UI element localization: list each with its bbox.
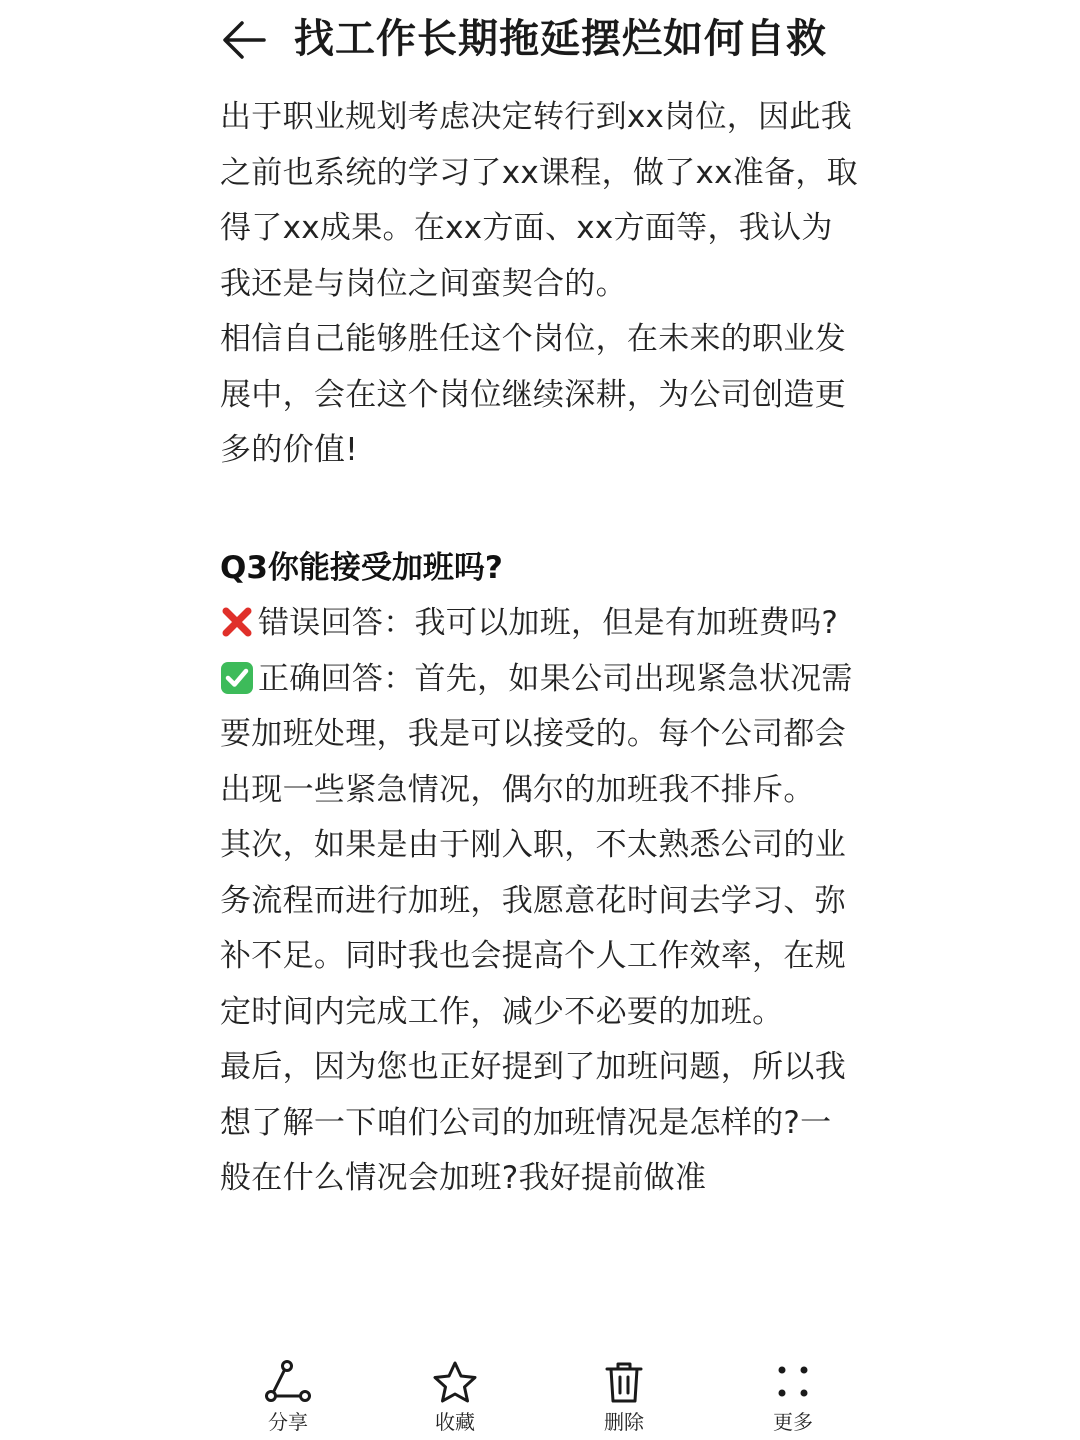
dots-icon [768, 1360, 818, 1404]
favorite-button[interactable] [395, 1360, 515, 1440]
more-button[interactable] [733, 1360, 853, 1440]
paragraph-confidence: 相信自己能够胜任这个岗位，在未来的职业发展中，会在这个岗位继续深耕，为公司创造更多的价值! [220, 321, 846, 468]
delete-label: 删除 [604, 1410, 644, 1434]
right-answer-text: 正确回答：首先，如果公司出现紧急状况需要加班处理，我是可以接受的。每个公司都会出现一些紧急情况，偶尔的加班我不排斥。 [220, 660, 853, 808]
paragraph-career-switch: 出于职业规划考虑决定转行到xx岗位，因此我之前也系统的学习了xx课程，做了xx准备，取得了xx成果。在xx方面、xx方面等，我认为我还是与岗位之间蛮契合的。 [220, 99, 858, 302]
share-label: 分享 [268, 1410, 308, 1434]
more-label: 更多 [773, 1410, 813, 1434]
right-answer-paragraph [220, 652, 860, 819]
favorite-label: 收藏 [435, 1410, 475, 1434]
wrong-answer-paragraph [220, 596, 860, 652]
bottom-toolbar [0, 1340, 1080, 1440]
check-mark-icon [220, 661, 254, 695]
trash-icon [599, 1360, 649, 1404]
arrow-left-icon [218, 14, 270, 66]
star-icon [430, 1360, 480, 1404]
back-button[interactable] [218, 14, 270, 66]
question-heading: Q3你能接受加班吗? [220, 549, 503, 586]
delete-button[interactable] [564, 1360, 684, 1440]
top-bar [0, 0, 1080, 82]
share-button[interactable] [228, 1360, 348, 1440]
page-title: 找工作长期拖延摆烂如何自救 [294, 16, 827, 62]
cross-mark-icon [220, 605, 254, 639]
paragraph-last: 最后，因为您也正好提到了加班问题，所以我想了解一下咱们公司的加班情况是怎样的?一般在什么情况会加班?我好提前做准 [220, 1049, 846, 1196]
spacer [220, 479, 860, 541]
share-icon [263, 1360, 313, 1404]
note-content[interactable] [220, 90, 860, 1340]
paragraph-second: 其次，如果是由于刚入职，不太熟悉公司的业务流程而进行加班，我愿意花时间去学习、弥补不足。同时我也会提高个人工作效率，在规定时间内完成工作，减少不必要的加班。 [220, 827, 846, 1030]
wrong-answer-text: 错误回答：我可以加班，但是有加班费吗? [258, 605, 839, 641]
